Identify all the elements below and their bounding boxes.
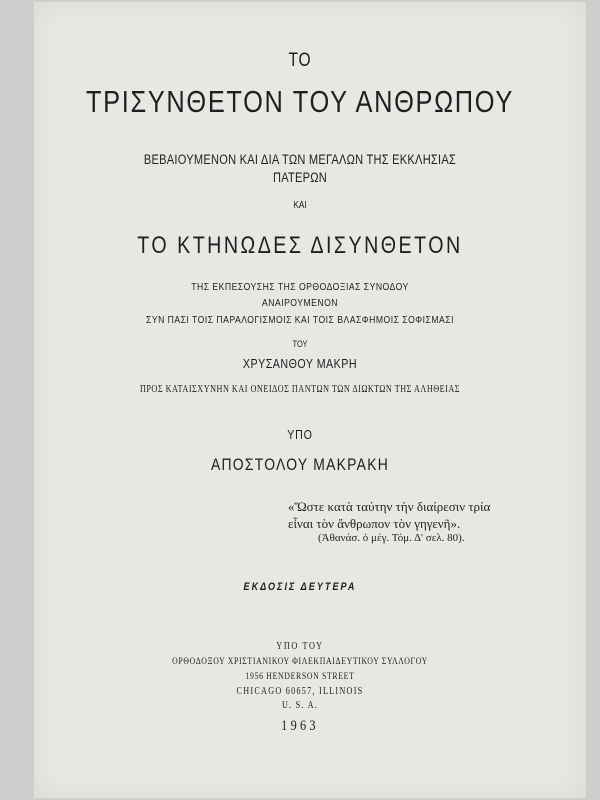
subtitle-line-1: ΒΕΒΑΙΟΥΜΕΝΟΝ ΚΑΙ ΔΙΑ ΤΩΝ ΜΕΓΑΛΩΝ ΤΗΣ ΕΚΚΛΗΣΙΑΣ bbox=[143, 152, 457, 167]
conjunction: ΚΑΙ bbox=[293, 200, 307, 211]
address-city: CHICAGO 60657, ILLINOIS bbox=[236, 686, 364, 697]
author-name: ΑΠΟΣΤΟΛΟΥ ΜΑΚΡΑΚΗ bbox=[210, 455, 390, 474]
epigraph-line-1: «Ὥστε κατὰ ταύτην τὴν διαίρεσιν τρία bbox=[288, 499, 491, 514]
title-article: ΤΟ bbox=[288, 50, 312, 71]
address-country: U. S. A. bbox=[281, 700, 319, 711]
publisher-by: ΥΠΟ ΤΟΥ bbox=[276, 641, 324, 652]
epigraph-line-2: εἶναι τὸν ἄνθρωπον τὸν γηγενῆ». bbox=[288, 516, 461, 531]
of-word: ΤΟΥ bbox=[292, 339, 308, 349]
epigraph-source: (Ἀθανάσ. ὁ μέγ. Τόμ. Δ' σελ. 80). bbox=[318, 532, 465, 544]
publisher-name: ΟΡΘΟΔΟΞΟΥ ΧΡΙΣΤΙΑΝΙΚΟΥ ΦΙΛΕΚΠΑΙΔΕΥΤΙΚΟΥ ΣΥΛΛΟΓΟΥ bbox=[172, 657, 428, 667]
opponent-name: ΧΡΥΣΑΝΘΟΥ ΜΑΚΡΗ bbox=[242, 356, 358, 371]
dedication-line: ΠΡΟΣ ΚΑΤΑΙΣΧΥΝΗΝ ΚΑΙ ΟΝΕΙΔΟΣ ΠΑΝΤΩΝ ΤΩΝ ΔΙΩΚΤΩΝ ΤΗΣ ΑΛΗΘΕΙΑΣ bbox=[139, 384, 461, 395]
second-subtitle-2: ΑΝΑΙΡΟΥΜΕΝΟΝ bbox=[262, 297, 338, 309]
publication-year: 1963 bbox=[281, 718, 319, 734]
by-word: ΥΠΟ bbox=[287, 427, 313, 442]
main-title: ΤΡΙΣΥΝΘΕΤΟΝ ΤΟΥ ΑΝΘΡΩΠΟΥ bbox=[86, 84, 514, 119]
second-subtitle-3: ΣΥΝ ΠΑΣΙ ΤΟΙΣ ΠΑΡΑΛΟΓΙΣΜΟΙΣ ΚΑΙ ΤΟΙΣ ΒΛΑΣΦΗΜΟΙΣ ΣΟΦΙΣΜΑΣΙ bbox=[146, 314, 454, 326]
edition-label: ΕΚΔΟΣΙΣ ΔΕΥΤΕΡΑ bbox=[243, 581, 357, 593]
subtitle-line-2: ΠΑΤΕΡΩΝ bbox=[272, 170, 328, 185]
second-subtitle-1: ΤΗΣ ΕΚΠΕΣΟΥΣΗΣ ΤΗΣ ΟΡΘΟΔΟΞΙΑΣ ΣΥΝΟΔΟΥ bbox=[191, 281, 409, 293]
second-title: ΤΟ ΚΤΗΝΩΔΕΣ ΔΙΣΥΝΘΕΤΟΝ bbox=[137, 232, 463, 259]
address-street: 1956 HENDERSON STREET bbox=[245, 672, 355, 682]
